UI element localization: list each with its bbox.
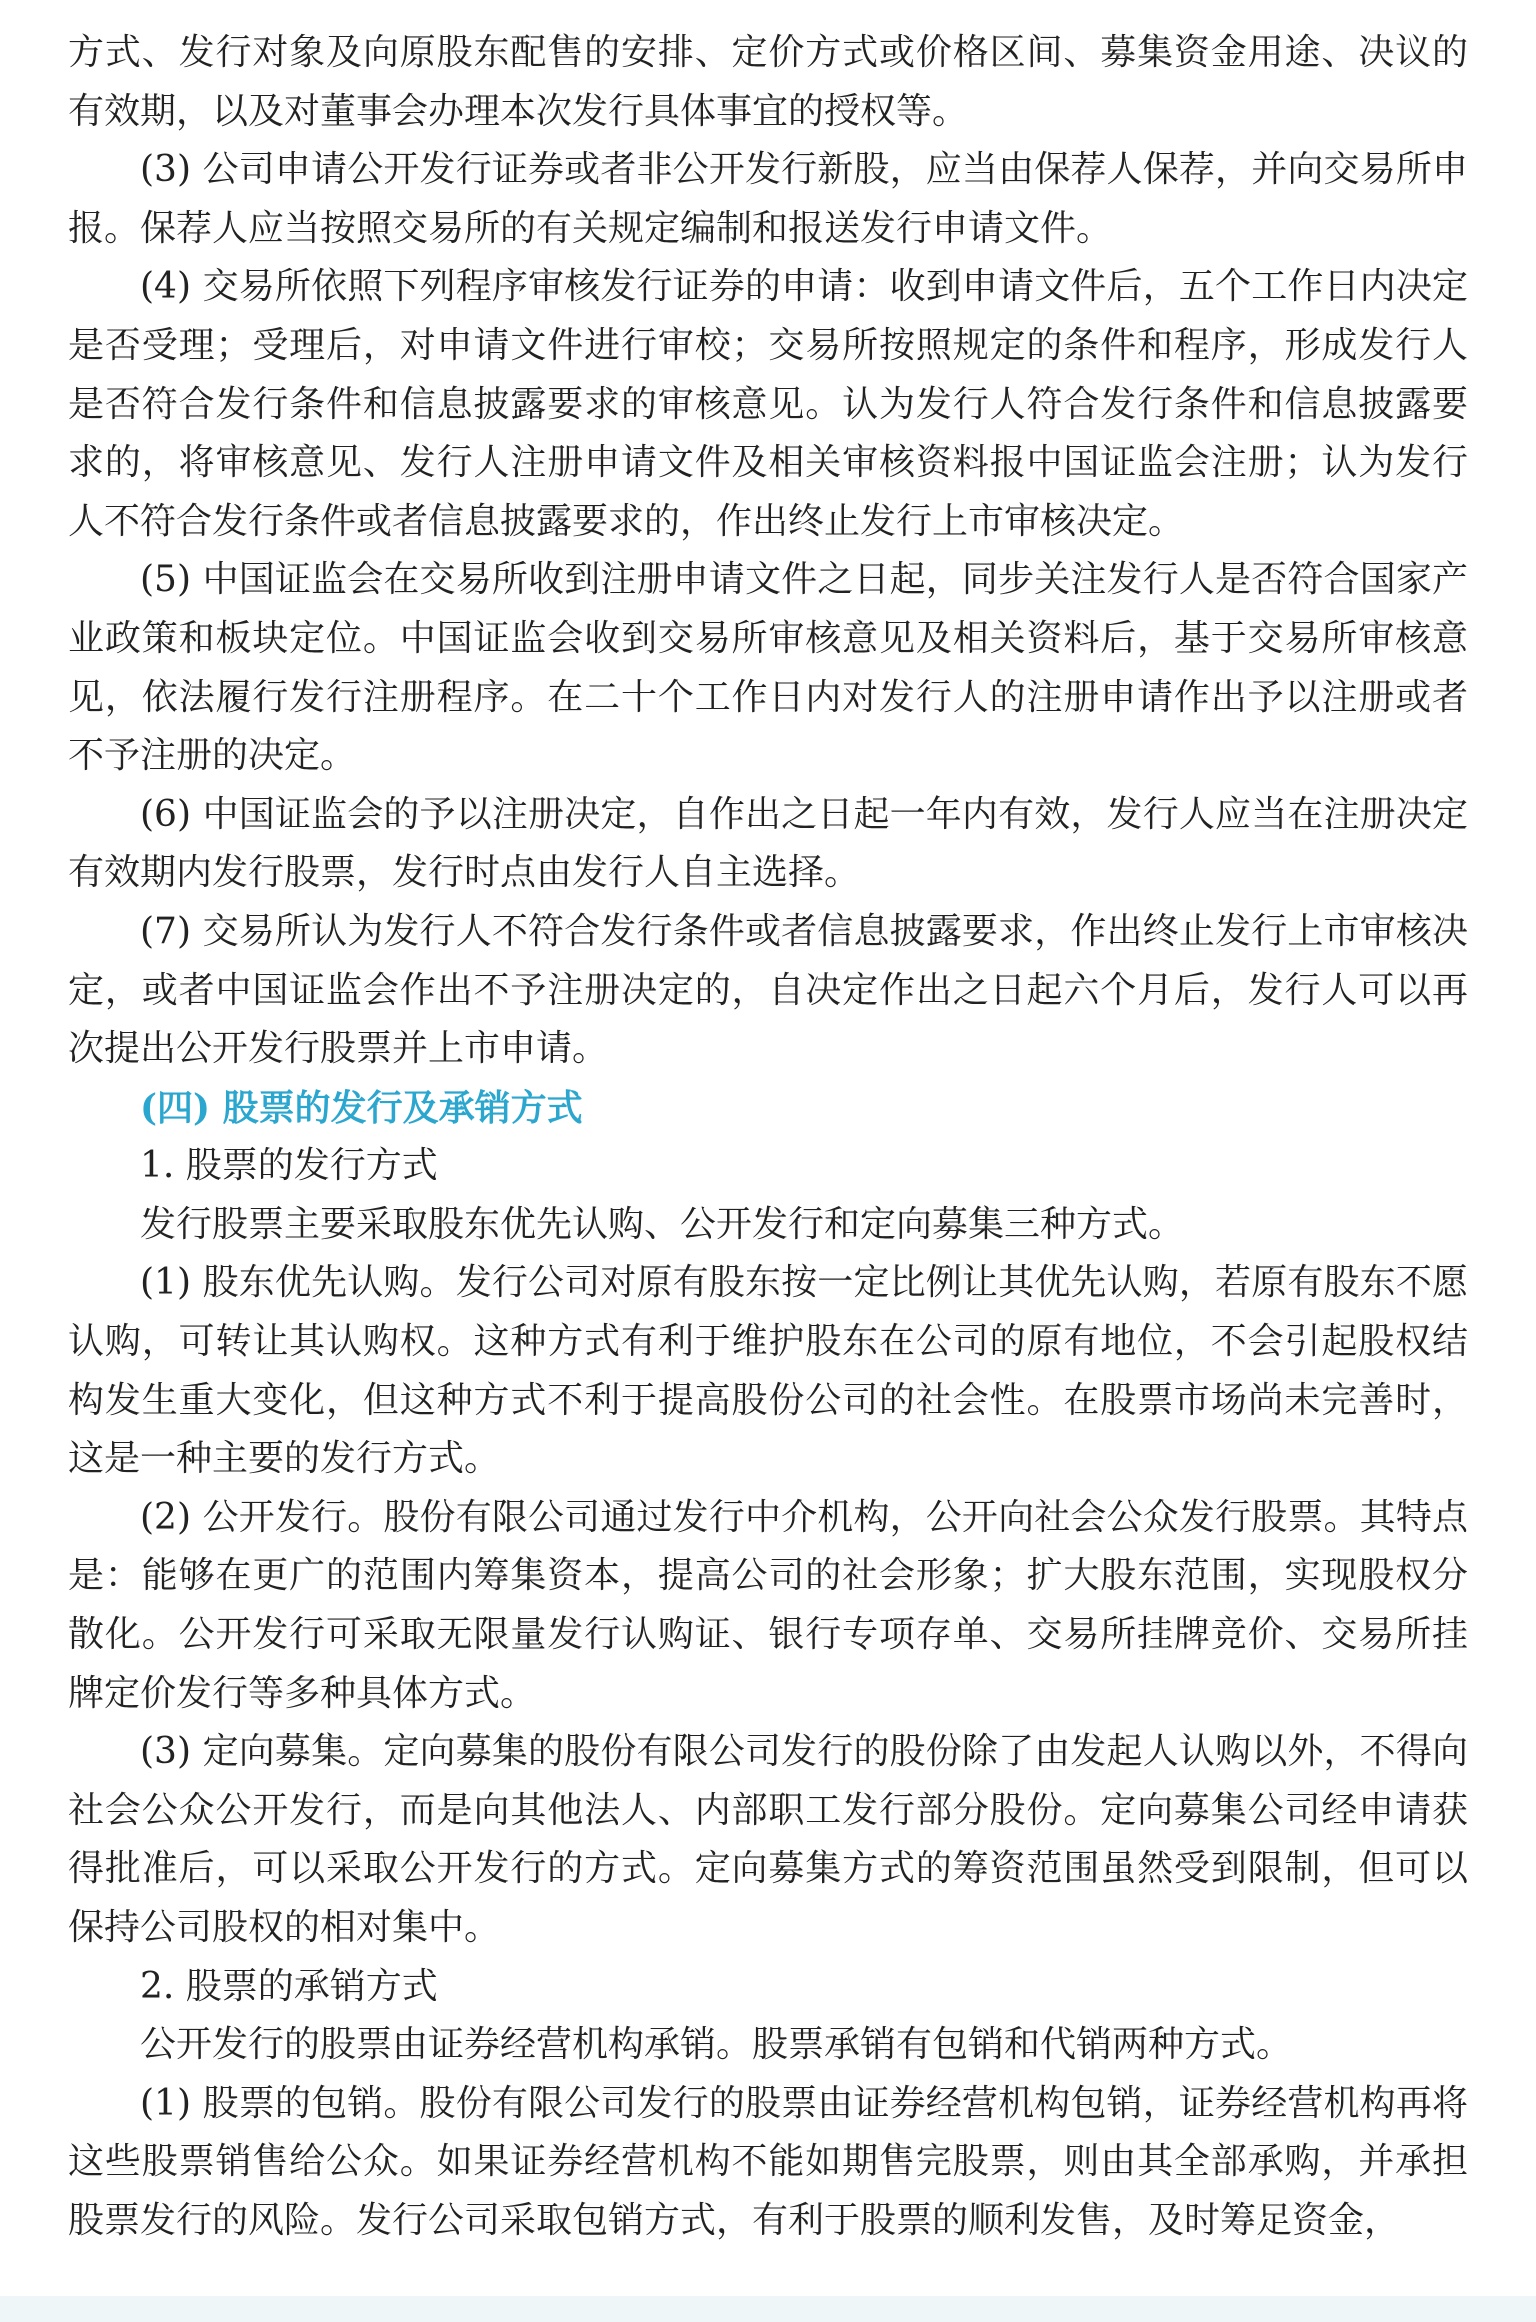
paragraph-underwriting-intro: 公开发行的股票由证券经营机构承销。股票承销有包销和代销两种方式。	[140, 2024, 1293, 2066]
paragraph-step-3: (3) 公司申请公开发行证券或者非公开发行新股，应当由保荐人保荐，并向交易所申报。保荐人应当按照交易所的有关规定编制和报送发行申请文件。	[68, 149, 1468, 249]
page-bottom-band	[0, 2296, 1536, 2322]
section-heading: (四) 股票的发行及承销方式	[140, 1086, 583, 1129]
paragraph-step-7: (7) 交易所认为发行人不符合发行条件或者信息披露要求，作出终止发行上市审核决定，或者中国证监会作出不予注册决定的，自决定作出之日起六个月后，发行人可以再次提出公开发行股票并上市申请。	[68, 910, 1468, 1070]
subheading-underwriting-methods: 2. 股票的承销方式	[140, 1965, 438, 2007]
paragraph-method-3: (3) 定向募集。定向募集的股份有限公司发行的股份除了由发起人认购以外，不得向社会公众公开发行，而是向其他法人、内部职工发行部分股份。定向募集公司经申请获得批准后，可以采取公开发行的方式。定向募集方式的筹资范围虽然受到限制，但可以保持公司股权的相对集中。	[68, 1731, 1468, 1948]
paragraph-method-2: (2) 公开发行。股份有限公司通过发行中介机构，公开向社会公众发行股票。其特点是：能够在更广的范围内筹集资本，提高公司的社会形象；扩大股东范围，实现股权分散化。公开发行可采取无限量发行认购证、银行专项存单、交易所挂牌竞价、交易所挂牌定价发行等多种具体方式。	[68, 1496, 1468, 1714]
paragraph-step-6: (6) 中国证监会的予以注册决定，自作出之日起一年内有效，发行人应当在注册决定有效期内发行股票，发行时点由发行人自主选择。	[68, 793, 1468, 894]
subheading-issuance-methods: 1. 股票的发行方式	[140, 1145, 438, 1187]
paragraph-underwriting-1: (1) 股票的包销。股份有限公司发行的股票由证券经营机构包销，证券经营机构再将这些股票销售给公众。如果证券经营机构不能如期售完股票，则由其全部承购，并承担股票发行的风险。发行公司采取包销方式，有利于股票的顺利发售，及时筹足资金，	[68, 2082, 1468, 2241]
paragraph-continuation: 方式、发行对象及向原股东配售的安排、定价方式或价格区间、募集资金用途、决议的有效期，以及对董事会办理本次发行具体事宜的授权等。	[68, 32, 1468, 132]
paragraph-methods-intro: 发行股票主要采取股东优先认购、公开发行和定向募集三种方式。	[140, 1203, 1185, 1245]
paragraph-step-4: (4) 交易所依照下列程序审核发行证券的申请：收到申请文件后，五个工作日内决定是否受理；受理后，对申请文件进行审校；交易所按照规定的条件和程序，形成发行人是否符合发行条件和信息披露要求的审核意见。认为发行人符合发行条件和信息披露要求的，将审核意见、发行人注册申请文件及相关审核资料报中国证监会注册；认为发行人不符合发行条件或者信息披露要求的，作出终止发行上市审核决定。	[68, 266, 1468, 542]
paragraph-method-1: (1) 股东优先认购。发行公司对原有股东按一定比例让其优先认购，若原有股东不愿认购，可转让其认购权。这种方式有利于维护股东在公司的原有地位，不会引起股权结构发生重大变化，但这种方式不利于提高股份公司的社会性。在股票市场尚未完善时，这是一种主要的发行方式。	[68, 1262, 1468, 1480]
document-page	[68, 24, 1468, 2251]
paragraph-step-5: (5) 中国证监会在交易所收到注册申请文件之日起，同步关注发行人是否符合国家产业政策和板块定位。中国证监会收到交易所审核意见及相关资料后，基于交易所审核意见，依法履行发行注册程序。在二十个工作日内对发行人的注册申请作出予以注册或者不予注册的决定。	[68, 559, 1468, 777]
